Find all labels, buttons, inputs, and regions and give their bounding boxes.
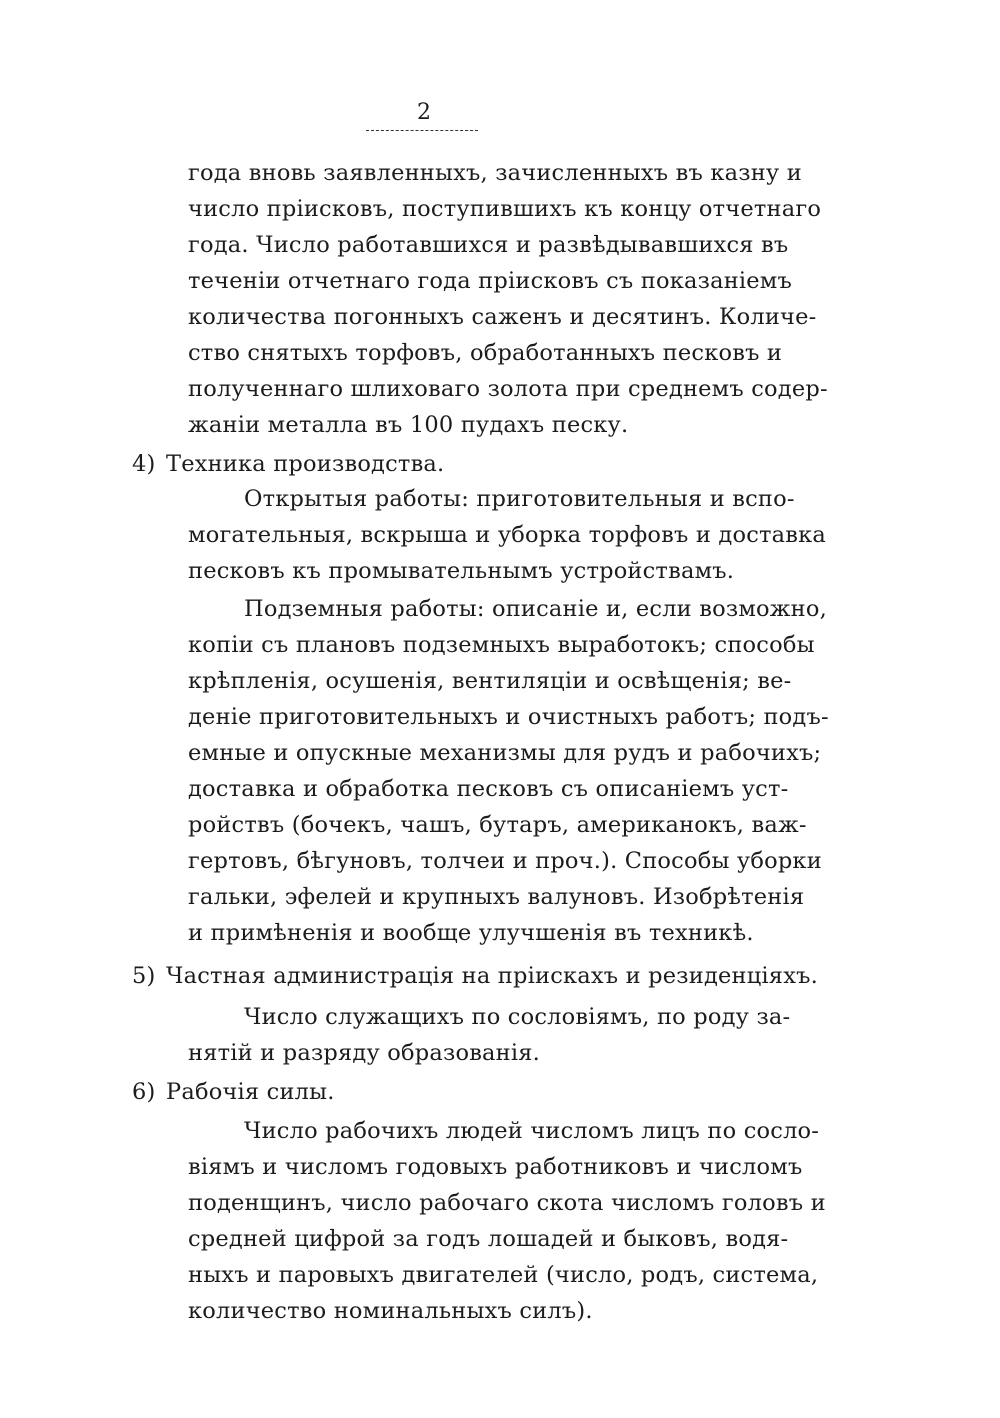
text-line: Открытыя работы: приготовительныя и вспо- bbox=[244, 486, 795, 512]
header-rule bbox=[366, 130, 478, 131]
text-line: крѣпленiя, осушенiя, вентиляцiи и освѣщенiя; ве- bbox=[188, 668, 792, 694]
text-line: Число рабочихъ людей числомъ лицъ по сосло- bbox=[244, 1118, 820, 1144]
text-line: средней цифрой за годъ лошадей и быковъ, водя- bbox=[188, 1226, 789, 1252]
text-line: копiи съ плановъ подземныхъ выработокъ; способы bbox=[188, 632, 815, 658]
section-title: Частная администрацiя на прiискахъ и резиденцiяхъ. bbox=[166, 963, 818, 989]
text-line: ныхъ и паровыхъ двигателей (число, родъ, система, bbox=[188, 1262, 819, 1288]
text-line: года вновь заявленныхъ, зачисленныхъ въ казну и bbox=[188, 160, 802, 186]
text-line: нятiй и разряду образованiя. bbox=[188, 1040, 541, 1066]
section-title: Рабочiя силы. bbox=[166, 1079, 335, 1105]
section-number: 6) bbox=[132, 1079, 156, 1105]
text-line: и примѣненiя и вообще улучшенiя въ техникѣ. bbox=[188, 920, 754, 946]
text-line: денiе приготовительныхъ и очистныхъ работъ; подъ- bbox=[188, 704, 829, 730]
text-line: гальки, эфелей и крупныхъ валуновъ. Изобрѣтенiя bbox=[188, 884, 805, 910]
text-line: доставка и обработка песковъ съ описанiемъ уст- bbox=[188, 776, 789, 802]
text-line: теченiи отчетнаго года прiисковъ съ показанiемъ bbox=[188, 268, 793, 294]
text-line: ройствъ (бочекъ, чашъ, бутаръ, американокъ, важ- bbox=[188, 812, 807, 838]
text-line: количества погонныхъ саженъ и десятинъ. Количе- bbox=[188, 304, 817, 330]
text-line: полученнаго шлиховаго золота при среднемъ содер- bbox=[188, 376, 828, 402]
text-line: гертовъ, бѣгуновъ, толчеи и проч.). Способы уборки bbox=[188, 848, 822, 874]
section-number: 5) bbox=[132, 963, 156, 989]
text-line: года. Число работавшихся и развѣдывавшихся въ bbox=[188, 232, 789, 258]
section-title: Техника производства. bbox=[166, 451, 445, 477]
text-line: жанiи металла въ 100 пудахъ песку. bbox=[188, 412, 629, 438]
text-line: поденщинъ, число рабочаго скота числомъ головъ и bbox=[188, 1190, 826, 1216]
text-line: ство снятыхъ торфовъ, обработанныхъ песковъ и bbox=[188, 340, 783, 366]
text-line: Число служащихъ по сословiямъ, по роду за- bbox=[244, 1004, 791, 1030]
section-heading bbox=[132, 1077, 782, 1107]
section-heading bbox=[132, 961, 818, 991]
text-line: количество номинальныхъ силъ). bbox=[188, 1298, 593, 1324]
text-line: вiямъ и числомъ годовыхъ работниковъ и числомъ bbox=[188, 1154, 803, 1180]
text-line: Подземныя работы: описанiе и, если возможно, bbox=[244, 596, 827, 622]
text-line: емные и опускные механизмы для рудъ и рабочихъ; bbox=[188, 740, 822, 766]
section-heading bbox=[132, 449, 782, 479]
page-number: 2 bbox=[417, 100, 431, 125]
text-line: песковъ къ промывательнымъ устройствамъ. bbox=[188, 558, 735, 584]
section-number: 4) bbox=[132, 451, 156, 477]
text-line: число прiисковъ, поступившихъ къ концу отчетнаго bbox=[188, 196, 822, 222]
text-line: могательныя, вскрыша и уборка торфовъ и доставка bbox=[188, 522, 827, 548]
